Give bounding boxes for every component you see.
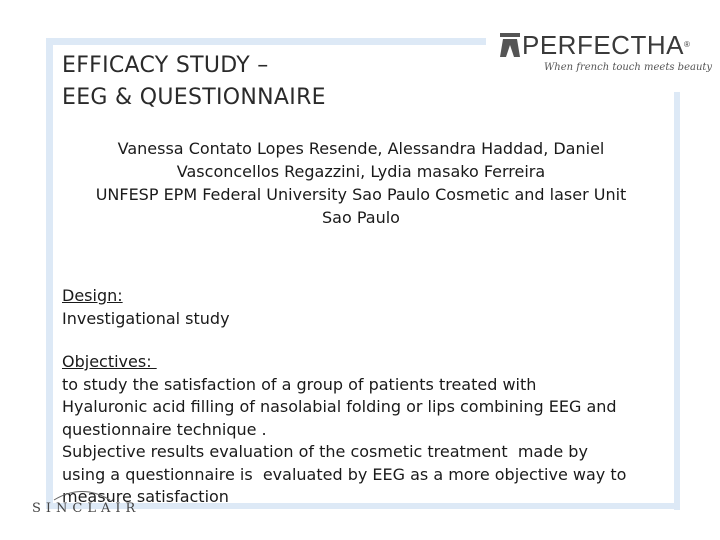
sinclair-logo-arc-icon bbox=[52, 487, 112, 501]
affiliation-line-2: Sao Paulo bbox=[322, 208, 400, 227]
objectives-section bbox=[62, 351, 670, 509]
frame-right-bar bbox=[674, 92, 680, 510]
authors-block bbox=[60, 137, 662, 229]
objectives-line-2: Hyaluronic acid filling of nasolabial folding or lips combining EEG and bbox=[62, 397, 617, 416]
objectives-line-1: to study the satisfaction of a group of patients treated with bbox=[62, 374, 537, 394]
objectives-line-4: Subjective results evaluation of the cosmetic treatment made by bbox=[62, 442, 588, 461]
objectives-heading: Objectives: bbox=[62, 352, 157, 371]
design-text: Investigational study bbox=[62, 308, 230, 328]
perfectha-logo-mark-icon bbox=[500, 33, 520, 57]
authors-line-2: Vasconcellos Regazzini, Lydia masako Ferreira bbox=[176, 162, 546, 181]
perfectha-logo-text bbox=[522, 30, 690, 60]
affiliation-line-1: UNFESP EPM Federal University Sao Paulo Cosmetic and laser Unit bbox=[95, 185, 627, 204]
slide-title-line-2: EEG & QUESTIONNAIRE bbox=[62, 85, 326, 110]
design-heading: Design: bbox=[62, 286, 123, 305]
sinclair-logo bbox=[32, 487, 142, 527]
sinclair-logo-text: SINCLAIR bbox=[32, 501, 141, 516]
perfectha-logo-name: PERFECTHA bbox=[522, 30, 684, 60]
slide-title-line-1: EFFICACY STUDY – bbox=[62, 53, 269, 78]
slide-title bbox=[62, 50, 462, 114]
authors-line-1: Vanessa Contato Lopes Resende, Alessandra Haddad, Daniel bbox=[117, 139, 605, 158]
registered-mark: ® bbox=[683, 40, 691, 49]
perfectha-logo-tagline: When french touch meets beauty bbox=[544, 62, 713, 73]
perfectha-logo bbox=[496, 30, 713, 80]
design-section bbox=[62, 285, 670, 330]
objectives-line-3: questionnaire technique . bbox=[62, 419, 267, 439]
objectives-line-5: using a questionnaire is evaluated by EEG as a more objective way to bbox=[62, 464, 627, 484]
objectives-line-6: measure satisfaction bbox=[62, 487, 229, 506]
frame-left-bar bbox=[46, 38, 53, 508]
frame-top-bar bbox=[46, 38, 486, 45]
